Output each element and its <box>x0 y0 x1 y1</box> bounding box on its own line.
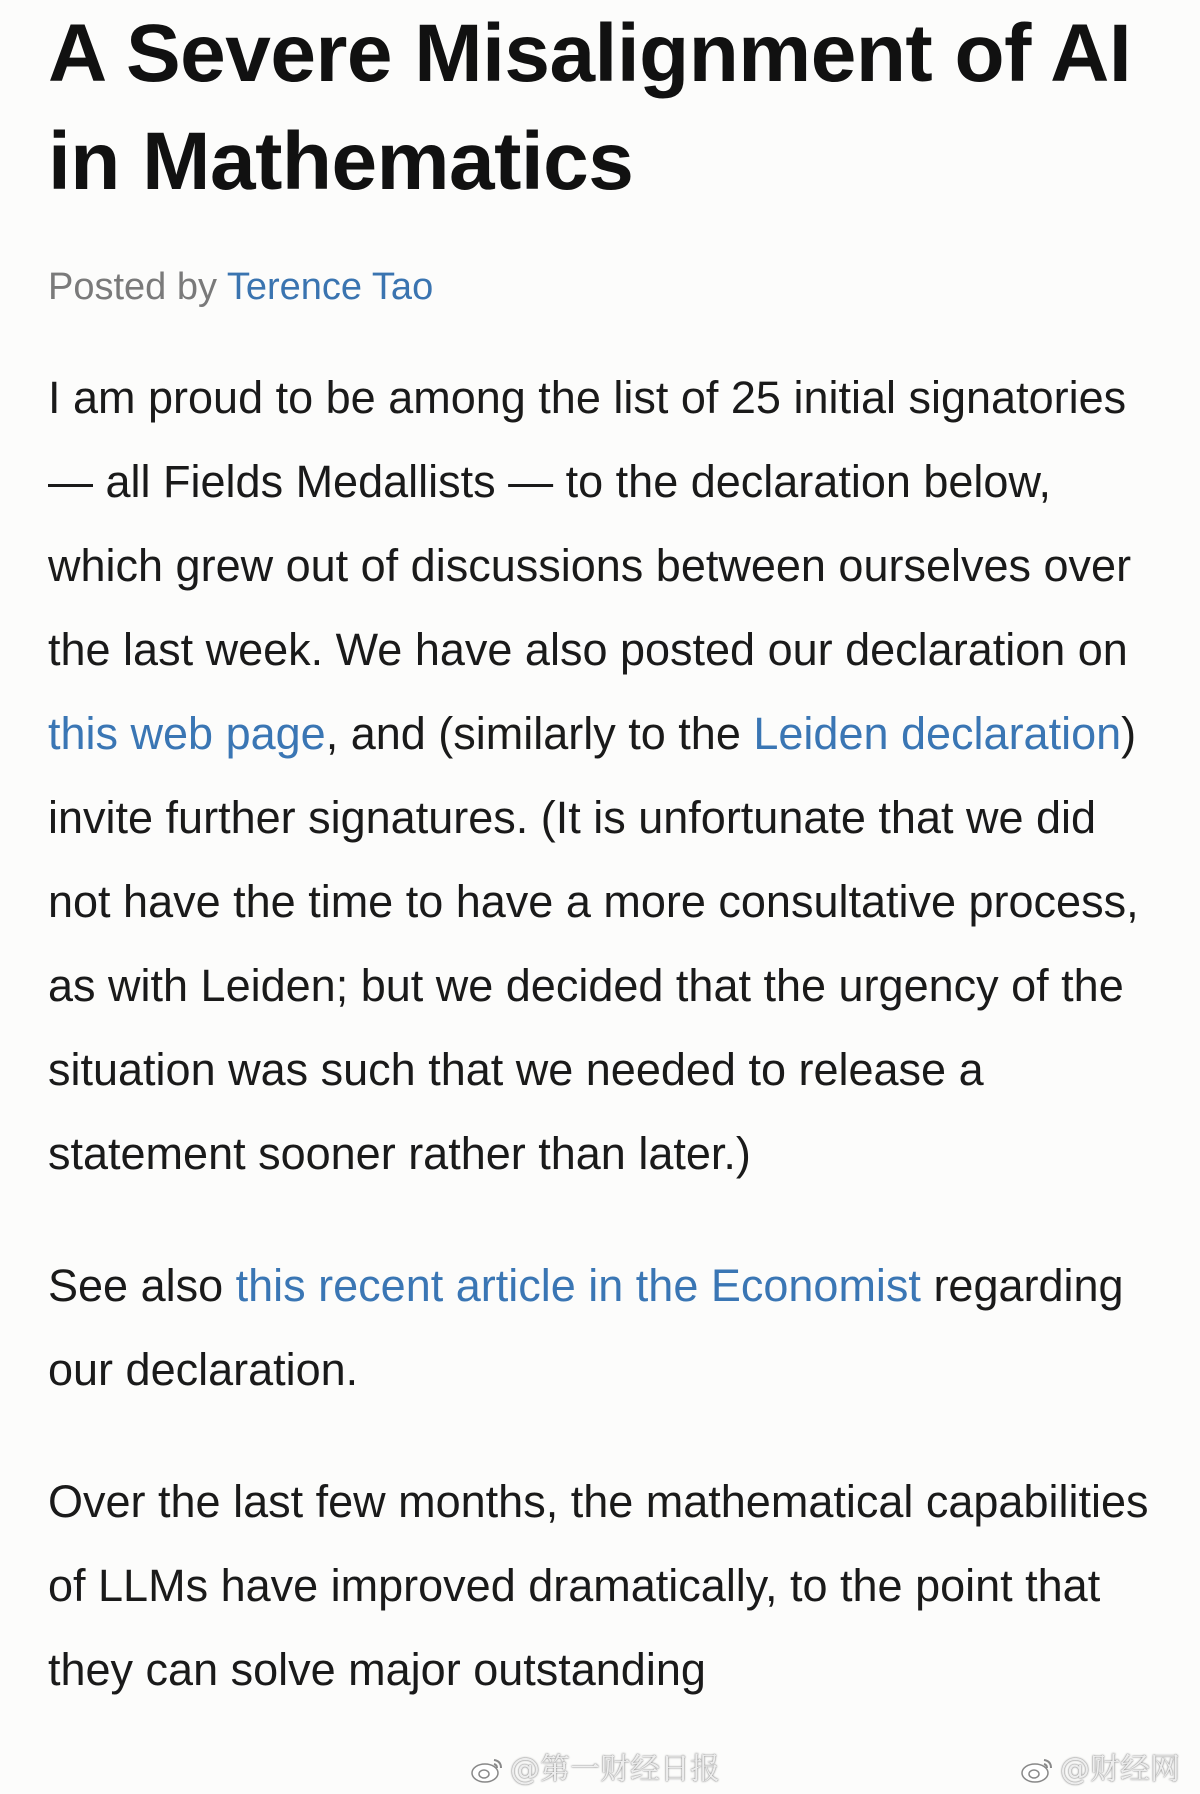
paragraph-capabilities <box>48 1460 1168 1712</box>
paragraph-text: ) invite further signatures. (It is unfortunate that we did not have the time to have a more consultative process, as with Leiden; but we decided that the urgency of the situation was such that we needed to release a statement sooner rather than later.) <box>48 708 1139 1179</box>
leiden-declaration-link[interactable]: Leiden declaration <box>753 708 1122 759</box>
economist-article-link[interactable]: this recent article in the Economist <box>235 1260 921 1311</box>
byline <box>48 264 1168 310</box>
watermark-right <box>1020 1750 1180 1790</box>
byline-prefix: Posted by <box>48 266 227 308</box>
watermark-right-text: @财经网 <box>1060 1752 1180 1787</box>
article-title: A Severe Misalignment of AI in Mathematics <box>48 8 1132 207</box>
paragraph-text: , and (similarly to the <box>325 708 754 759</box>
paragraph-text: See also <box>48 1260 236 1311</box>
paragraph-text: I am proud to be among the list of 25 initial signatories — all Fields Medallists — to the declaration below, which grew out of discussions between ourselves over the last week. We have also posted our declaration on <box>48 372 1132 675</box>
paragraph-text: Over the last few months, the mathematical capabilities of LLMs have improved dramatically, to the point that they can solve major outstanding <box>48 1476 1149 1695</box>
author-link[interactable]: Terence Tao <box>226 266 434 308</box>
article <box>48 0 1168 1712</box>
watermark-left <box>470 1750 720 1790</box>
weibo-icon <box>1020 1756 1054 1784</box>
web-page-link[interactable]: this web page <box>48 708 326 759</box>
paragraph-intro <box>48 356 1168 1196</box>
watermark-left-text: @第一财经日报 <box>510 1752 720 1787</box>
paragraph-text: regarding our declaration. <box>48 1260 1124 1395</box>
weibo-icon <box>470 1756 504 1784</box>
paragraph-see-also <box>48 1244 1168 1412</box>
watermarks <box>0 1750 1200 1790</box>
